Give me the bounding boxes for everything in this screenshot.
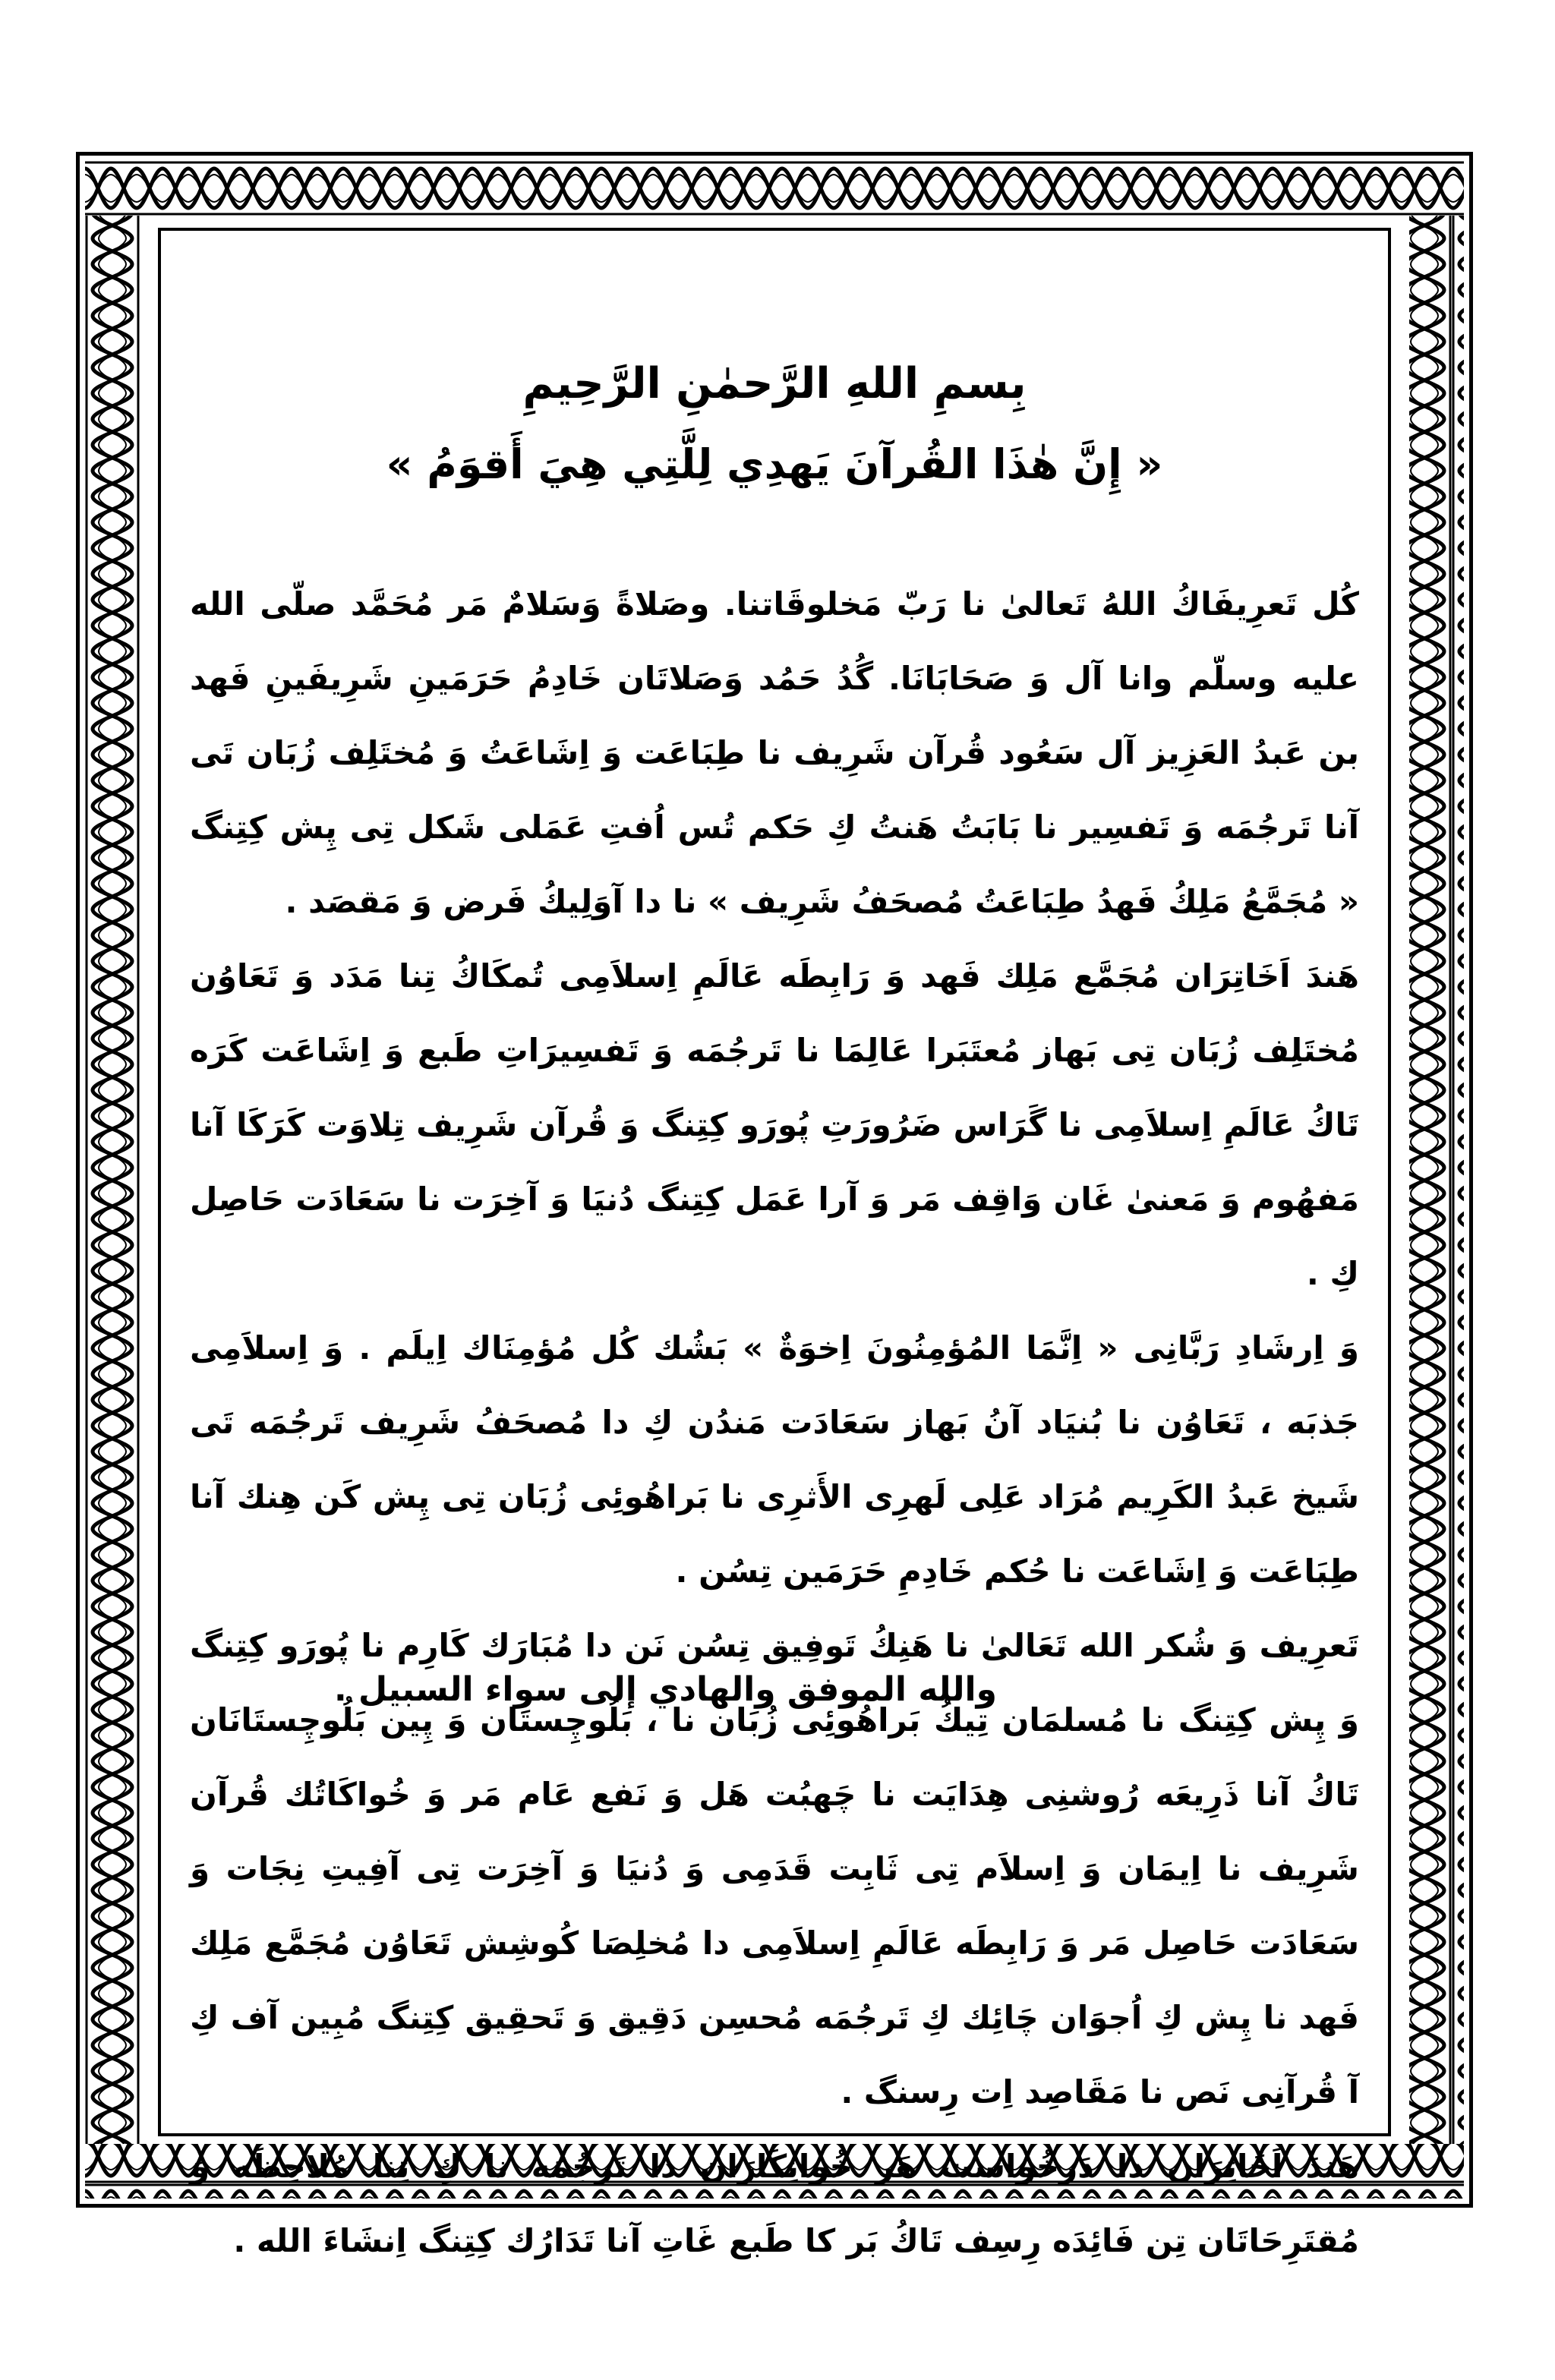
bismillah-heading: بِسمِ اللهِ الرَّحمٰنِ الرَّحِيمِ (522, 359, 1027, 408)
closing-line: والله الموفق والهادي إلى سواء السبيل . (334, 1670, 997, 1709)
paragraph-translation: وَ اِرشَادِ رَبَّانِی « اِنَّمَا المُؤمِنُونَ اِخوَةٌ » بَشُك كُل مُؤمِنَاك اِيلَم . وَ اِسلاَمِی جَذبَه ، تَعَاوُن نا بُنیَاد آنُ بَهاز سَعَادَت مَندُن كِ دا مُصحَفُ شَرِيف تَرجُمَه تَی شَيخ عَبدُ الكَرِيم مُرَاد عَلِی لَهرِی الأَثرِی نا بَراهُوئِی زُبَان تِی پِش كَن هِنك آنا طِبَاعَت وَ اِشَاعَت نا حُكم خَادِمِ حَرَمَين تِسُن . (190, 1329, 1359, 1590)
paragraph-thanks: تَعرِيف وَ شُكر الله تَعَالیٰ نا هَنِكُ تَوفِيق تِسُن نَن دا مُبَارَك كَارِم نا پُورَو كِتِنگ وَ پِش كِتِنگ نا مُسلمَان تِيكُ بَراهُوئِی زُبَان نا ، بَلُوچِستَان وَ پِين بَلُوچِستَانَان تَاكُ آنا ذَرِيعَه رُوشنِی هِدَايَت نا چَهبُت هَل وَ نَفع عَام مَر وَ خُواكَاتُك قُرآن شَرِيف نا اِيمَان وَ اِسلاَم تِی ثَابِت قَدَمِی وَ دُنیَا وَ آخِرَت تِی آفِيتِ نِجَات وَ سَعَادَت حَاصِل مَر وَ رَابِطَه عَالَمِ اِسلاَمِی دا مُخلِصَا كُوشِش تَعَاوُن مُجَمَّع مَلِك فَهد نا پِش كِ اُجوَان چَائِك كِ تَرجُمَه مُحسِن دَقِيق وَ تَحقِيق كِتِنگ مُبِين آف كِ آ قُرآنِی نَص نا مَقَاصِد اِت رِسنگ . (190, 1626, 1359, 2110)
paragraph-intro: كُل تَعرِيفَاكُ اللهُ تَعالىٰ نا رَبّ مَخلوقَاتنا. وصَلاةً وَسَلامٌ مَر مُحَمَّد صلّى الله عليه وسلّم وانا آل وَ صَحَابَانَا. گُدُ حَمُد وَصَلاتَان خَادِمُ حَرَمَينِ شَرِيفَينِ فَهد بن عَبدُ العَزِيز آل سَعُود قُرآن شَرِيف نا طِبَاعَت وَ اِشَاعَتُ وَ مُختَلِف زُبَان تَی آنا تَرجُمَه وَ تَفسِير نا بَابَتُ هَنتُ كِ حَكم تُس اُفتِ عَمَلی شَكل تِی پِش كِتِنگ « مُجَمَّعُ مَلِكُ فَهدُ طِبَاعَتُ مُصحَفُ شَرِيف » نا دا آوَلِيكُ فَرض وَ مَقصَد . (190, 585, 1359, 920)
document-body (190, 357, 1359, 2278)
quran-verse: « إِنَّ هٰذَا القُرآنَ يَهدِي لِلَّتِي هِيَ أَقوَمُ » (386, 440, 1163, 488)
paragraph-cooperation: هَندَ اَخَاتِرَان مُجَمَّع مَلِك فَهد وَ رَابِطَه عَالَمِ اِسلاَمِی تُمكَاكُ تِنا مَدَد وَ تَعَاوُن مُختَلِف زُبَان تِی بَهاز مُعتَبَرا عَالِمَا نا تَرجُمَه وَ تَفسِيرَاتِ طَبع وَ اِشَاعَت كَرَه تَاكُ عَالَمِ اِسلاَمِی نا گَرَاس ضَرُورَتِ پُورَو كِتِنگ وَ قُرآن شَرِيف تِلاوَت كَرَكَا آنا مَفهُوم وَ مَعنیٰ غَان وَاقِف مَر وَ آرا عَمَل كِتِنگ دُنیَا وَ آخِرَت نا سَعَادَت حَاصِل كِ . (190, 957, 1359, 1292)
paragraph-request: هَندَ اَخَاتِرَان دا دَرخُواست هَر خُوانِكَارَان دا تَرجُمَه نا كِ تِنا مُلاحِظَه وَ مُقتَرِحَاتَان تِن فَائِدَه رِسِف تَاكُ بَر كا طَبع غَاتِ آنا تَدَارُك كِتِنگ اِنشَاءَ الله . (190, 2147, 1359, 2259)
